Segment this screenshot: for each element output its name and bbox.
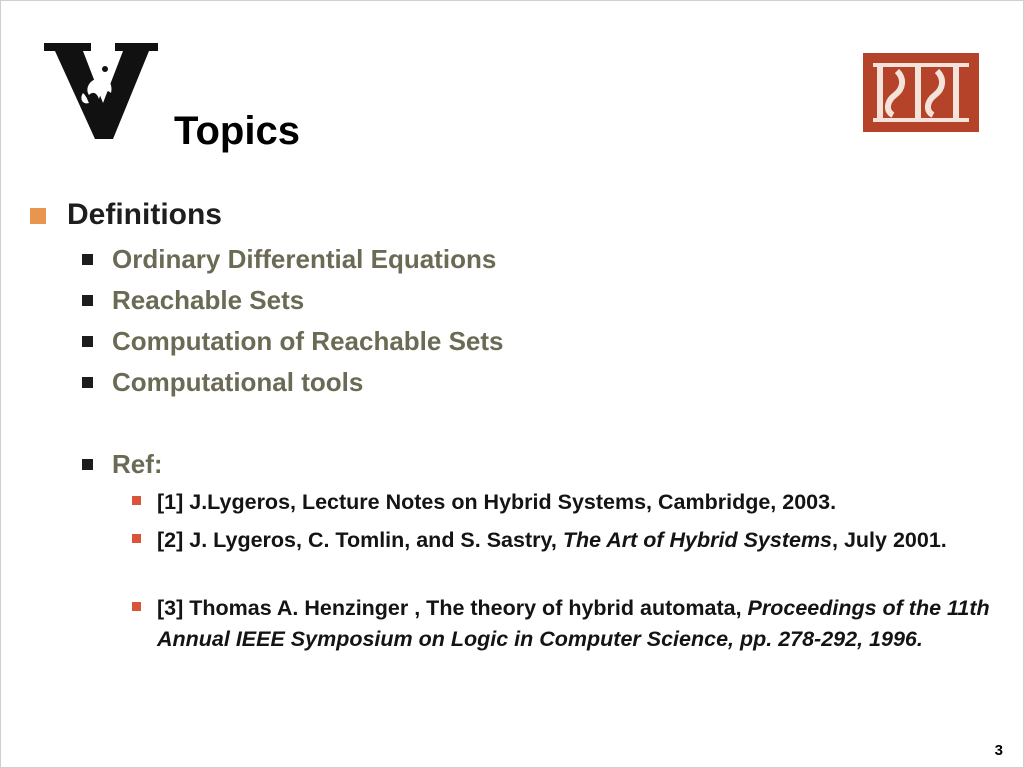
list-item-label: Computation of Reachable Sets: [112, 326, 504, 356]
vanderbilt-v-logo: [41, 41, 161, 141]
bullet-marker: [82, 295, 93, 306]
definitions-heading: Definitions: [67, 198, 222, 231]
bullet-marker: [132, 496, 141, 505]
list-item-label: Computational tools: [112, 367, 364, 397]
bullet-marker: [82, 254, 93, 265]
reference-italic: The Art of Hybrid Systems: [562, 528, 833, 552]
reference-text: [157, 593, 1022, 655]
reference-italic: Proceedings of the 11th Annual IEEE Symposium on Logic in Computer Science, pp. 278-292, 1996.: [157, 596, 990, 651]
list-item-label: Reachable Sets: [112, 285, 305, 315]
bullet-marker: [132, 534, 141, 543]
reference-tail: , July 2001.: [832, 528, 947, 552]
reference-plain: [2] J. Lygeros, C. Tomlin, and S. Sastry,: [157, 528, 563, 552]
page-number: 3: [994, 742, 1003, 759]
reference-text: [157, 487, 1022, 518]
list-item-label: Ordinary Differential Equations: [112, 244, 497, 274]
reference-plain: [1] J.Lygeros, Lecture Notes on Hybrid Systems, Cambridge, 2003.: [157, 490, 837, 514]
bullet-marker: [30, 208, 46, 224]
ref-label: Ref:: [112, 449, 163, 479]
bullet-marker: [132, 602, 141, 611]
isis-logo: [863, 53, 979, 132]
bullet-marker: [82, 336, 93, 347]
reference-text: [157, 525, 1022, 556]
reference-plain: [3] Thomas A. Henzinger , The theory of hybrid automata,: [157, 596, 748, 620]
bullet-marker: [82, 459, 93, 470]
bullet-marker: [82, 377, 93, 388]
slide-title: Topics: [174, 109, 300, 153]
